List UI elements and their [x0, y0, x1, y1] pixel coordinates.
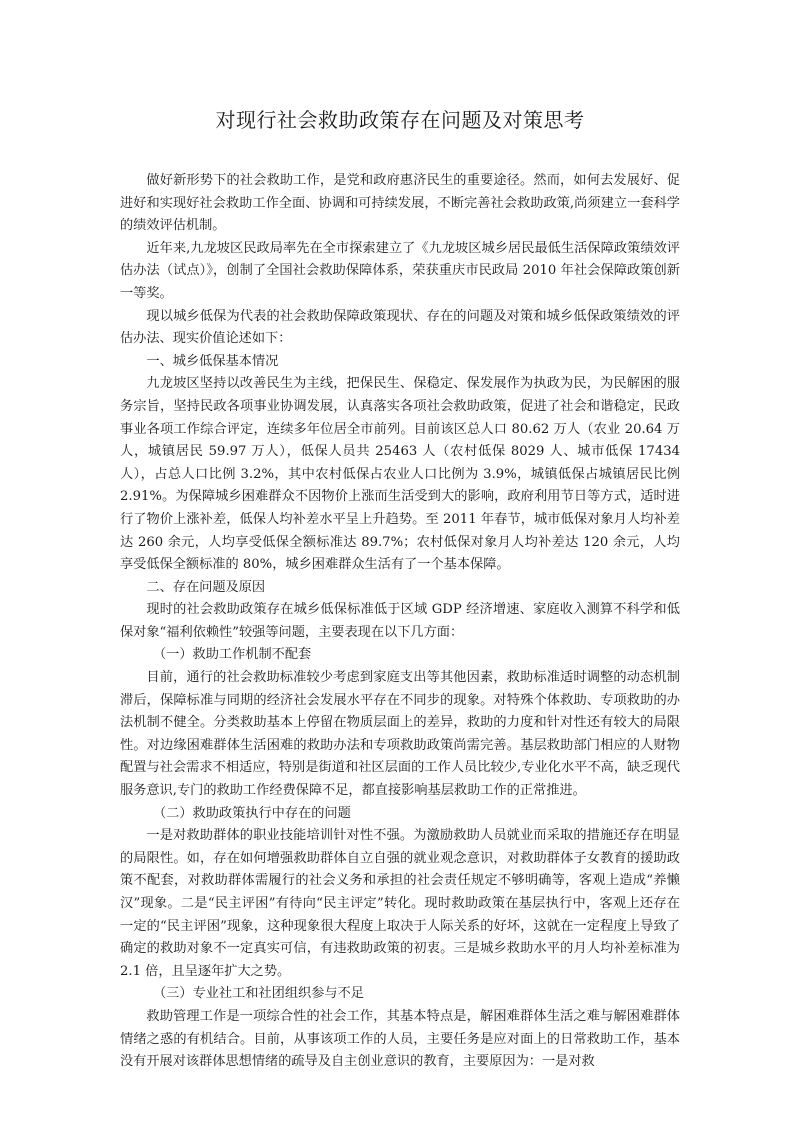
- document-title: 对现行社会救助政策存在问题及对策思考: [215, 108, 585, 132]
- subsection-heading-2: （二）救助政策执行中存在的问题: [153, 805, 351, 821]
- section-heading-2: 二、存在问题及原因: [146, 579, 266, 595]
- subsection-heading-3: （三）专业社工和社团组织参与不足: [153, 986, 364, 1002]
- subsection-heading-1: （一）救助工作机制不配套: [153, 647, 312, 663]
- paragraph-execution: 一是对救助群体的职业技能培训针对性不强。为激励救助人员就业而采取的措施还存在明显的局限性。如，存在如何增强救助群体自立自强的就业观念意识，对救助群体子女教育的援助政策不配套，对救助群体需履行的社会义务和承担的社会责任规定不够明确等，客观上造成“养懒汉”现象。二是“民主评困”有待向“民主评定”转化。现时救助政策在基层执行中，客观上还存在一定的“民主评困”现象，这种现象很大程度上取决于人际关系的好坏，这就在一定程度上导致了确定的救助对象不一定真实可信，有违救助政策的初衷。三是城乡救助水平的月人均补差标准为 2.1 倍，且呈逐年扩大之势。: [120, 828, 680, 979]
- paragraph-intro: 做好新形势下的社会救助工作，是党和政府惠济民生的重要途径。然而，如何去发展好、促进好和实现好社会救助工作全面、协调和可持续发展，不断完善社会救助政策,尚须建立一套科学的绩效评估机制。: [120, 173, 680, 234]
- paragraph-overview: 现以城乡低保为代表的社会救助保障政策现状、存在的问题及对策和城乡低保政策绩效的评估办法、现实价值论述如下：: [120, 308, 680, 347]
- paragraph-social-work: 救助管理工作是一项综合性的社会工作，其基本特点是，解困难群体生活之难与解困难群体情绪之惑的有机结合。目前，从事该项工作的人员，主要任务是应对面上的日常救助工作，基本没有开展对该群体思想情绪的疏导及自主创业意识的教育，主要原因为：一是对救: [120, 1008, 680, 1070]
- paragraph-background: 近年来,九龙坡区民政局率先在全市探索建立了《九龙坡区城乡居民最低生活保障政策绩效评估办法（试点）》，创制了全国社会救助保障体系，荣获重庆市民政局 2010 年社会保障政策创新一等奖。: [120, 240, 680, 301]
- paragraph-problems-intro: 现时的社会救助政策存在城乡低保标准低于区域 GDP 经济增速、家庭收入测算不科学和低保对象“福利依赖性”较强等问题，主要表现在以下几方面：: [120, 602, 680, 640]
- paragraph-basic-situation: 九龙坡区坚持以改善民生为主线，把保民生、保稳定、保发展作为执政为民，为民解困的服务宗旨，坚持民政各项事业协调发展，认真落实各项社会救助政策，促进了社会和谐稳定，民政事业各项工作综合评定，连续多年位居全市前列。目前该区总人口 80.62 万人（农业 20.64 万人，城镇居民 59.97 万人），低保人员共 25463 人（农村低保 8029 人、城市低保 17434 人），占总人口比例 3.2%，其中农村低保占农业人口比例为 3.9%，城镇低保占城镇居民比例 2.91%。为保障城乡困难群众不因物价上涨而生活受到大的影响，政府利用节日等方式，适时进行了物价上涨补差，低保人均补差水平呈上升趋势。至 2011 年春节，城市低保对象月人均补差达 260 余元，人均享受低保全额标准达 89.7%；农村低保对象月人均补差达 120 余元，人均享受低保全额标准的 80%，城乡困难群众生活有了一个基本保障。: [120, 376, 680, 573]
- paragraph-mechanism: 目前，通行的社会救助标准较少考虑到家庭支出等其他因素，救助标准适时调整的动态机制滞后，保障标准与同期的经济社会发展水平存在不同步的现象。对特殊个体救助、专项救助的办法机制不健全。分类救助基本上停留在物质层面上的差异，救助的力度和针对性还有较大的局限性。对边缘困难群体生活困难的救助办法和专项救助政策尚需完善。基层救助部门相应的人财物配置与社会需求不相适应，特别是街道和社区层面的工作人员比较少,专业化水平不高，缺乏现代服务意识,专门的救助工作经费保障不足，都直接影响基层救助工作的正常推进。: [120, 670, 680, 799]
- section-heading-1: 一、城乡低保基本情况: [146, 353, 279, 369]
